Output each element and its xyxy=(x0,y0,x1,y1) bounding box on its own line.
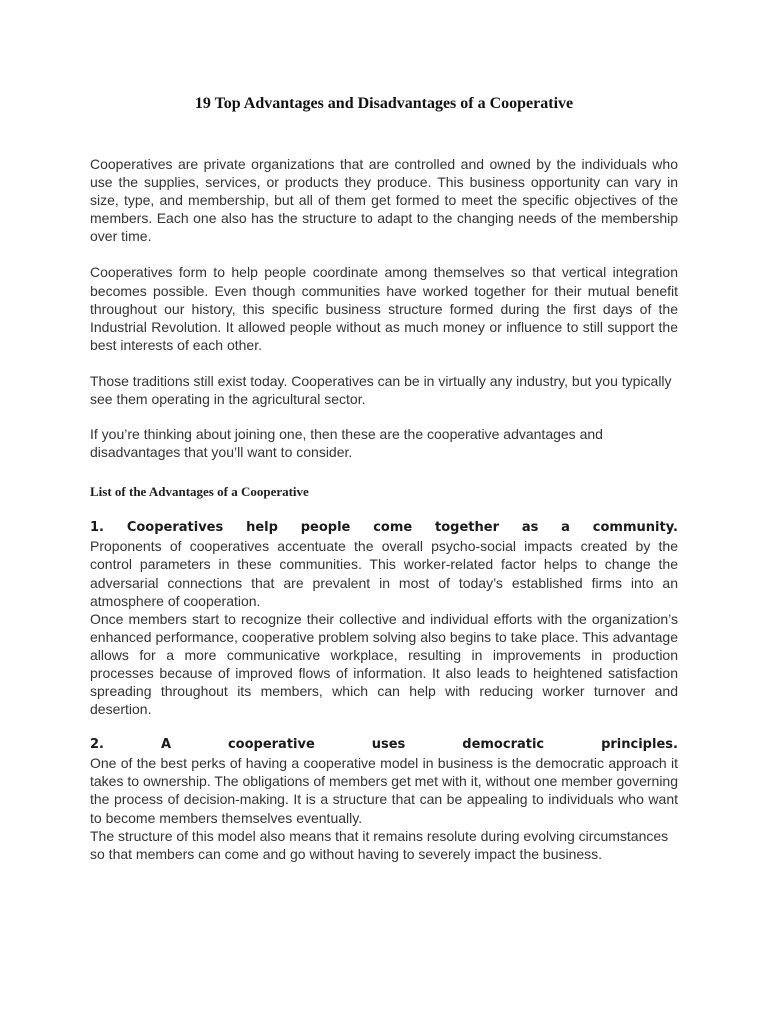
advantage-1-paragraph-1: Proponents of cooperatives accentuate the overall psycho-social impacts created by the control parameters in these communities. This worker-related factor helps to change the adversarial connections that are prevalent in most of today’s established firms into an atmosphere of cooperation. xyxy=(90,538,678,609)
advantage-1-title-word: people xyxy=(300,520,351,536)
advantage-1-title-word: together xyxy=(435,520,499,536)
advantage-1-title-word: help xyxy=(246,520,278,536)
advantage-2-title-word: 2. xyxy=(90,737,104,753)
advantage-2-title-word: democratic xyxy=(462,737,545,753)
advantage-2-title-word: A xyxy=(160,737,171,753)
advantage-1-title xyxy=(90,519,678,537)
advantage-2-title-word: principles. xyxy=(601,737,678,753)
advantage-1-title-word: a xyxy=(561,520,570,536)
intro-paragraph-2: Cooperatives form to help people coordinate among themselves so that vertical integration becomes possible. Even though communities have worked together for their mutual benefit throughout our history, this specific business structure formed during the first days of the Industrial Revolution. It allowed people without as much money or influence to still support the best interests of each other. xyxy=(90,264,678,353)
advantage-1-title-word: Cooperatives xyxy=(126,520,224,536)
document-body xyxy=(90,155,678,863)
advantage-2-paragraph-2: The structure of this model also means that it remains resolute during evolving circumstances so that members can come and go without having to severely impact the business. xyxy=(90,827,669,862)
advantage-item-1 xyxy=(90,519,678,718)
advantage-2-title-word: uses xyxy=(371,737,406,753)
advantage-item-2 xyxy=(90,736,678,863)
advantage-1-title-word: come xyxy=(373,520,413,536)
intro-paragraph-1: Cooperatives are private organizations that are controlled and owned by the individuals who use the supplies, services, or products they produce. This business opportunity can vary in size, type, and membership, but all of them get formed to meet the specific objectives of the members. Each one also has the structure to adapt to the changing needs of the membership over time. xyxy=(90,156,678,245)
advantages-heading: List of the Advantages of a Cooperative xyxy=(90,484,309,500)
intro-paragraph-3: Those traditions still exist today. Cooperatives can be in virtually any industry, but you typically see them operating in the agricultural sector. xyxy=(90,372,672,408)
advantage-1-paragraph-2: Once members start to recognize their collective and individual efforts with the organization’s enhanced performance, cooperative problem solving also begins to take place. This advantage allows for a more communicative workplace, resulting in improvements in production processes because of improved flows of information. It also leads to heightened satisfaction spreading throughout its members, which can help with reducing worker turnover and desertion. xyxy=(90,610,678,718)
advantage-1-title-word: as xyxy=(521,520,539,536)
advantage-1-title-word: community. xyxy=(592,520,678,536)
document-title: 19 Top Advantages and Disadvantages of a Cooperative xyxy=(194,95,574,112)
advantage-2-paragraph-1: One of the best perks of having a cooperative model in business is the democratic approach it takes to ownership. The obligations of members get met with it, without one member governing the process of decision-making. It is a structure that can be appealing to individuals who want to become members themselves eventually. xyxy=(90,755,678,826)
advantage-2-title xyxy=(90,736,678,754)
advantage-1-title-word: 1. xyxy=(90,520,104,536)
intro-paragraph-4: If you’re thinking about joining one, then these are the cooperative advantages and disadvantages that you’ll want to consider. xyxy=(90,426,603,461)
advantage-2-title-word: cooperative xyxy=(227,737,315,753)
